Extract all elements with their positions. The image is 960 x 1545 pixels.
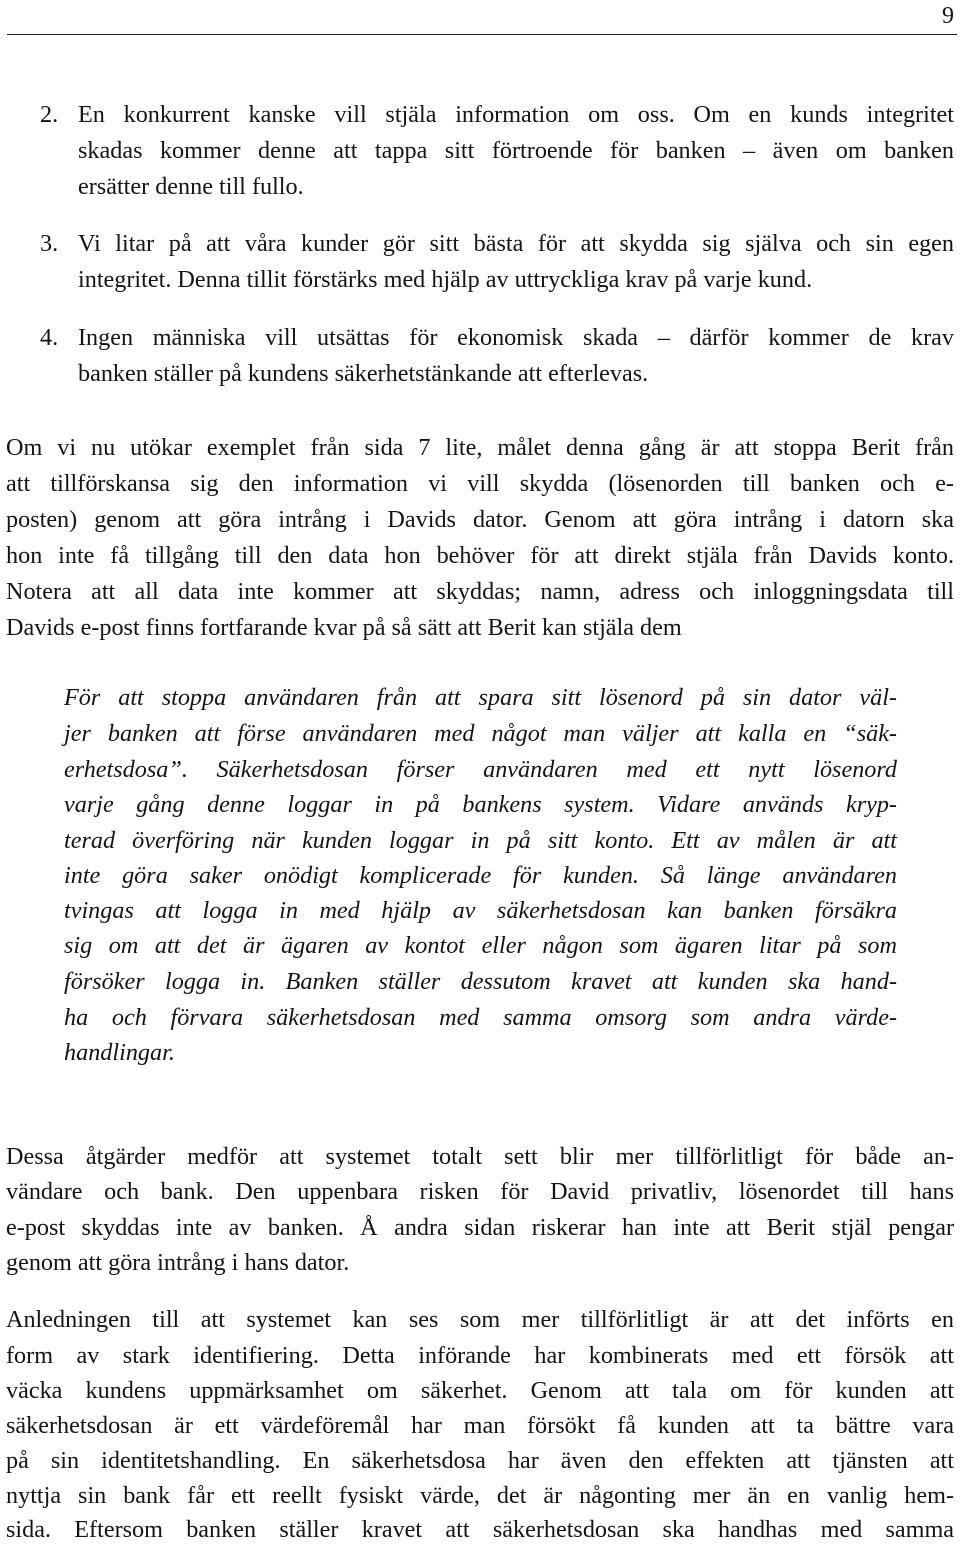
paragraph-line: nyttja sin bank får ett reellt fysiskt värde, det är någonting mer än en vanlig hem-	[6, 1482, 954, 1509]
page-number: 9	[942, 3, 954, 29]
paragraph-line: Anledningen till att systemet kan ses som mer tillförlitligt är att det införts en	[6, 1306, 954, 1333]
quote-line: erhetsdosa”. Säkerhetsdosan förser användaren med ett nytt lösenord	[64, 756, 897, 783]
list-item-line: ersätter denne till fullo.	[78, 173, 304, 200]
paragraph-line: vändare och bank. Den uppenbara risken för David privatliv, lösenordet till hans	[6, 1178, 954, 1205]
list-item-number: 2.	[40, 101, 59, 128]
paragraph-line: form av stark identifiering. Detta införande har kombinerats med ett försök att	[6, 1342, 954, 1369]
quote-line: handlingar.	[64, 1039, 175, 1066]
paragraph-line: e-post skyddas inte av banken. Å andra sidan riskerar han inte att Berit stjäl pengar	[6, 1214, 954, 1241]
list-item-line: Ingen människa vill utsättas för ekonomisk skada – därför kommer de krav	[78, 324, 954, 351]
list-item-line: skadas kommer denne att tappa sitt förtroende för banken – även om banken	[78, 137, 954, 164]
quote-line: varje gång denne loggar in på bankens system. Vidare används kryp-	[64, 791, 897, 818]
quote-line: ha och förvara säkerhetsdosan med samma omsorg som andra värde-	[64, 1004, 897, 1031]
paragraph-line: sida. Eftersom banken ställer kravet att säkerhetsdosan ska handhas med samma	[6, 1516, 954, 1543]
list-item-line: banken ställer på kundens säkerhetstänkande att efterlevas.	[78, 360, 649, 387]
quote-line: sig om att det är ägaren av kontot eller någon som ägaren litar på som	[64, 932, 897, 959]
quote-line: terad överföring när kunden loggar in på sitt konto. Ett av målen är att	[64, 827, 897, 854]
paragraph-line: genom att göra intrång i hans dator.	[6, 1249, 350, 1276]
paragraph-line: Notera att all data inte kommer att skyddas; namn, adress och inloggningsdata till	[6, 578, 954, 605]
list-item-number: 4.	[40, 324, 59, 351]
list-item-number: 3.	[40, 230, 59, 257]
quote-line: tvingas att logga in med hjälp av säkerhetsdosan kan banken försäkra	[64, 897, 897, 924]
quote-line: jer banken att förse användaren med något man väljer att kalla en “säk-	[64, 720, 897, 747]
list-item-line: En konkurrent kanske vill stjäla information om oss. Om en kunds integritet	[78, 101, 954, 128]
paragraph-line: på sin identitetshandling. En säkerhetsdosa har även den effekten att tjänsten att	[6, 1447, 954, 1474]
quote-line: För att stoppa användaren från att spara sitt lösenord på sin dator väl-	[64, 684, 897, 711]
paragraph-line: posten) genom att göra intrång i Davids dator. Genom att göra intrång i datorn ska	[6, 506, 954, 533]
paragraph-line: säkerhetsdosan är ett värdeföremål har man försökt få kunden att ta bättre vara	[6, 1412, 954, 1439]
paragraph-line: väcka kundens uppmärksamhet om säkerhet. Genom att tala om för kunden att	[6, 1377, 954, 1404]
quote-line: försöker logga in. Banken ställer dessutom kravet att kunden ska hand-	[64, 968, 897, 995]
list-item-line: Vi litar på att våra kunder gör sitt bästa för att skydda sig själva och sin egen	[78, 230, 954, 257]
paragraph-line: Dessa åtgärder medför att systemet totalt sett blir mer tillförlitligt för både an-	[6, 1143, 954, 1170]
paragraph-line: hon inte få tillgång till den data hon behöver för att direkt stjäla från Davids konto.	[6, 542, 954, 569]
paragraph-line: Davids e-post finns fortfarande kvar på så sätt att Berit kan stjäla dem	[6, 614, 682, 641]
paragraph-line: Om vi nu utökar exemplet från sida 7 lite, målet denna gång är att stoppa Berit från	[6, 434, 954, 461]
paragraph-line: att tillförskansa sig den information vi vill skydda (lösenorden till banken och e-	[6, 470, 954, 497]
header-rule	[7, 34, 957, 35]
list-item-line: integritet. Denna tillit förstärks med hjälp av uttryckliga krav på varje kund.	[78, 266, 813, 293]
quote-line: inte göra saker onödigt komplicerade för kunden. Så länge användaren	[64, 862, 897, 889]
